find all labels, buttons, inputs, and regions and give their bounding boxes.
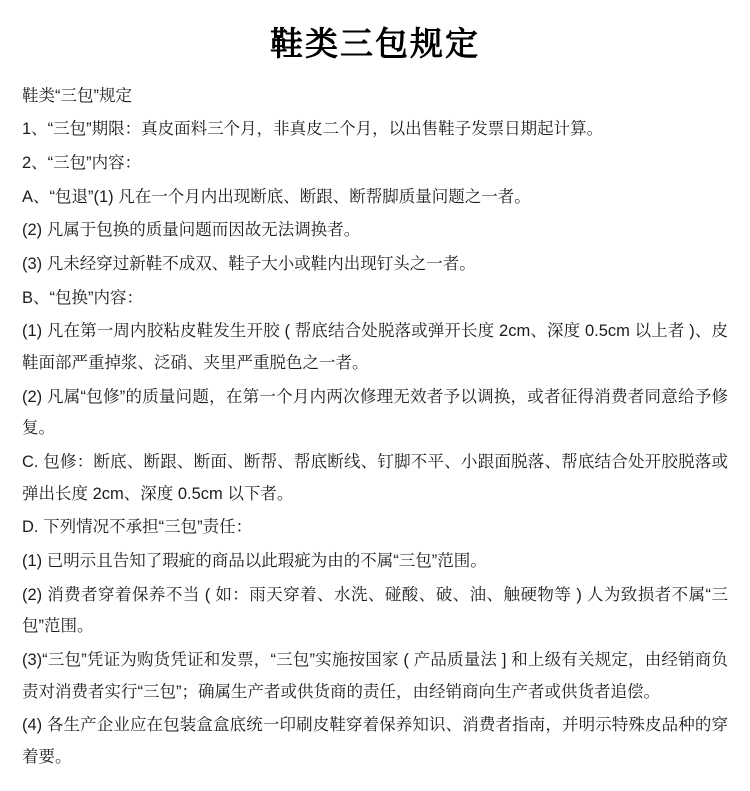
paragraph-exchange-b1: (1) 凡在第一周内胶粘皮鞋发生开胶 ( 帮底结合处脱落或弹开长度 2cm、深度 0.5cm 以上者 )、皮鞋面部严重掉浆、泛硝、夹里严重脱色之一者。 bbox=[22, 322, 728, 372]
paragraph-return-a1: A、“包退”(1) 凡在一个月内出现断底、断跟、断帮脚质量问题之一者。 bbox=[22, 187, 531, 206]
paragraph-exchange-b2: (2) 凡属“包修”的质量问题，在第一个月内两次修理无效者予以调换，或者征得消费者同意给予修复。 bbox=[22, 387, 728, 438]
paragraph-return-a3: (3) 凡未经穿过新鞋不成双、鞋子大小或鞋内出现钉头之一者。 bbox=[22, 254, 476, 273]
paragraph-exclusion-d4: (4) 各生产企业应在包装盒盒底统一印刷皮鞋穿着保养知识、消费者指南，并明示特殊皮品种的穿着要。 bbox=[22, 716, 728, 766]
paragraph-exclusion-d1: (1) 已明示且告知了瑕疵的商品以此瑕疵为由的不属“三包”范围。 bbox=[22, 551, 487, 570]
paragraph-heading: 鞋类“三包”规定 bbox=[22, 86, 132, 105]
paragraph-warranty-content-heading: 2、“三包”内容： bbox=[22, 153, 142, 172]
paragraph-warranty-period: 1、“三包”期限：真皮面料三个月，非真皮二个月，以出售鞋子发票日期起计算。 bbox=[22, 120, 604, 139]
paragraph-exclusions-heading: D. 下列情况不承担“三包”责任： bbox=[22, 518, 253, 537]
paragraph-return-a2: (2) 凡属于包换的质量问题而因故无法调换者。 bbox=[22, 221, 361, 240]
paragraph-exclusion-d3: (3)“三包”凭证为购货凭证和发票，“三包”实施按国家 ( 产品质量法 ] 和上级有关规定，由经销商负责对消费者实行“三包”；确属生产者或供货商的责任，由经销商向生产者或供货者追偿。 bbox=[22, 650, 728, 701]
document-body bbox=[22, 81, 728, 774]
paragraph-repair-c: C. 包修：断底、断跟、断面、断帮、帮底断线、钉脚不平、小跟面脱落、帮底结合处开胶脱落或弹出长度 2cm、深度 0.5cm 以下者。 bbox=[22, 452, 728, 503]
page-title: 鞋类三包规定 bbox=[270, 25, 480, 62]
paragraph-exclusion-d2: (2) 消费者穿着保养不当 ( 如：雨天穿着、水洗、碰酸、破、油、触硬物等 ) 人为致损者不属“三包”范围。 bbox=[22, 585, 728, 636]
paragraph-exchange-heading: B、“包换”内容： bbox=[22, 288, 143, 307]
